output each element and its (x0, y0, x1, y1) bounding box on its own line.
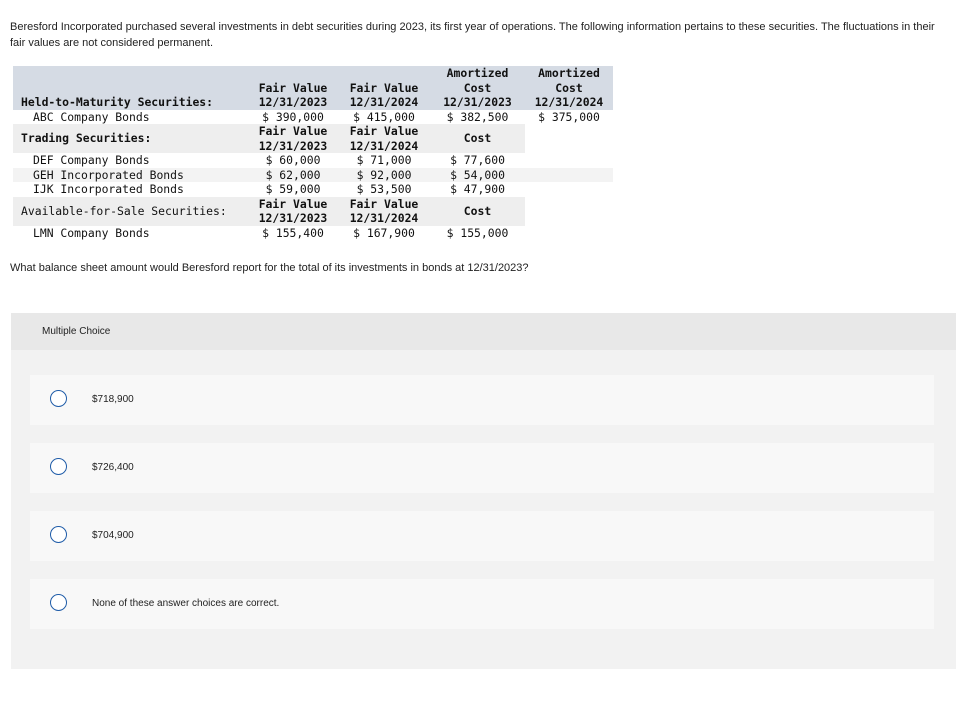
empty-cell (525, 168, 613, 183)
radio-button-icon[interactable] (50, 594, 67, 611)
afs-header-col3: Cost (430, 197, 525, 226)
row-value: $ 382,500 (446, 109, 509, 124)
afs-header-row (13, 197, 613, 226)
row-name: LMN Company Bonds (33, 225, 150, 240)
table-row (13, 168, 613, 183)
question-intro: Beresford Incorporated purchased several investments in debt securities during 2023, its first year of operations. The following information pertains to these securities. The fluctuations in their fair values are not considered permanent. (10, 21, 935, 49)
trading-header-col3: Cost (430, 124, 525, 153)
table-row (13, 110, 613, 125)
row-value: $ 155,000 (446, 225, 509, 240)
question-prompt: What balance sheet amount would Beresford report for the total of its investments in bonds at 12/31/2023? (10, 262, 529, 274)
row-value: $ 77,600 (450, 153, 505, 167)
htm-header-row (13, 66, 613, 110)
afs-header-col2: Fair Value 12/31/2024 (338, 197, 430, 226)
row-name: DEF Company Bonds (33, 153, 150, 167)
radio-button-icon[interactable] (50, 458, 67, 475)
answer-choice-1[interactable] (30, 375, 934, 425)
htm-section-label: Held-to-Maturity Securities: (13, 66, 248, 110)
row-value: $ 59,000 (265, 182, 321, 196)
row-value: $ 92,000 (356, 167, 412, 182)
answer-choice-label: None of these answer choices are correct. (92, 598, 280, 609)
trading-header-col1: Fair Value 12/31/2023 (248, 124, 338, 153)
radio-button-icon[interactable] (50, 526, 67, 543)
empty-cell (525, 124, 613, 153)
multiple-choice-header (11, 313, 956, 350)
htm-header-col1: Fair Value 12/31/2023 (248, 66, 338, 110)
htm-header-col4: Amortized Cost 12/31/2024 (525, 66, 613, 110)
table-row (13, 153, 613, 168)
multiple-choice-title: Multiple Choice (42, 326, 111, 337)
securities-table (13, 66, 613, 240)
row-name: ABC Company Bonds (33, 109, 150, 124)
answer-choice-3[interactable] (30, 511, 934, 561)
table-row (13, 182, 613, 197)
htm-header-col2: Fair Value 12/31/2024 (338, 66, 430, 110)
row-value: $ 47,900 (450, 182, 505, 196)
trading-section-label: Trading Securities: (13, 124, 248, 153)
multiple-choice-panel (11, 313, 956, 669)
row-value: $ 62,000 (265, 167, 321, 182)
row-value: $ 155,400 (262, 225, 324, 240)
row-name: GEH Incorporated Bonds (33, 167, 184, 182)
afs-section-label: Available-for-Sale Securities: (13, 197, 248, 226)
row-name: IJK Incorporated Bonds (33, 182, 184, 196)
row-value: $ 167,900 (353, 225, 415, 240)
row-value: $ 390,000 (262, 109, 324, 124)
trading-header-col2: Fair Value 12/31/2024 (338, 124, 430, 153)
htm-header-col3: Amortized Cost 12/31/2023 (430, 66, 525, 110)
row-value: $ 60,000 (265, 153, 321, 167)
row-value: $ 415,000 (353, 109, 415, 124)
answer-choice-label: $718,900 (92, 394, 134, 405)
empty-cell (525, 226, 613, 241)
trading-header-row (13, 124, 613, 153)
empty-cell (525, 182, 613, 197)
row-value: $ 71,000 (356, 153, 412, 167)
answer-choice-label: $726,400 (92, 462, 134, 473)
table-row (13, 226, 613, 241)
answer-choice-2[interactable] (30, 443, 934, 493)
answer-choice-4[interactable] (30, 579, 934, 629)
row-value: $ 375,000 (538, 109, 600, 124)
row-value: $ 53,500 (356, 182, 412, 196)
answer-choice-label: $704,900 (92, 530, 134, 541)
empty-cell (525, 153, 613, 168)
row-value: $ 54,000 (450, 167, 505, 182)
radio-button-icon[interactable] (50, 390, 67, 407)
empty-cell (525, 197, 613, 226)
afs-header-col1: Fair Value 12/31/2023 (248, 197, 338, 226)
